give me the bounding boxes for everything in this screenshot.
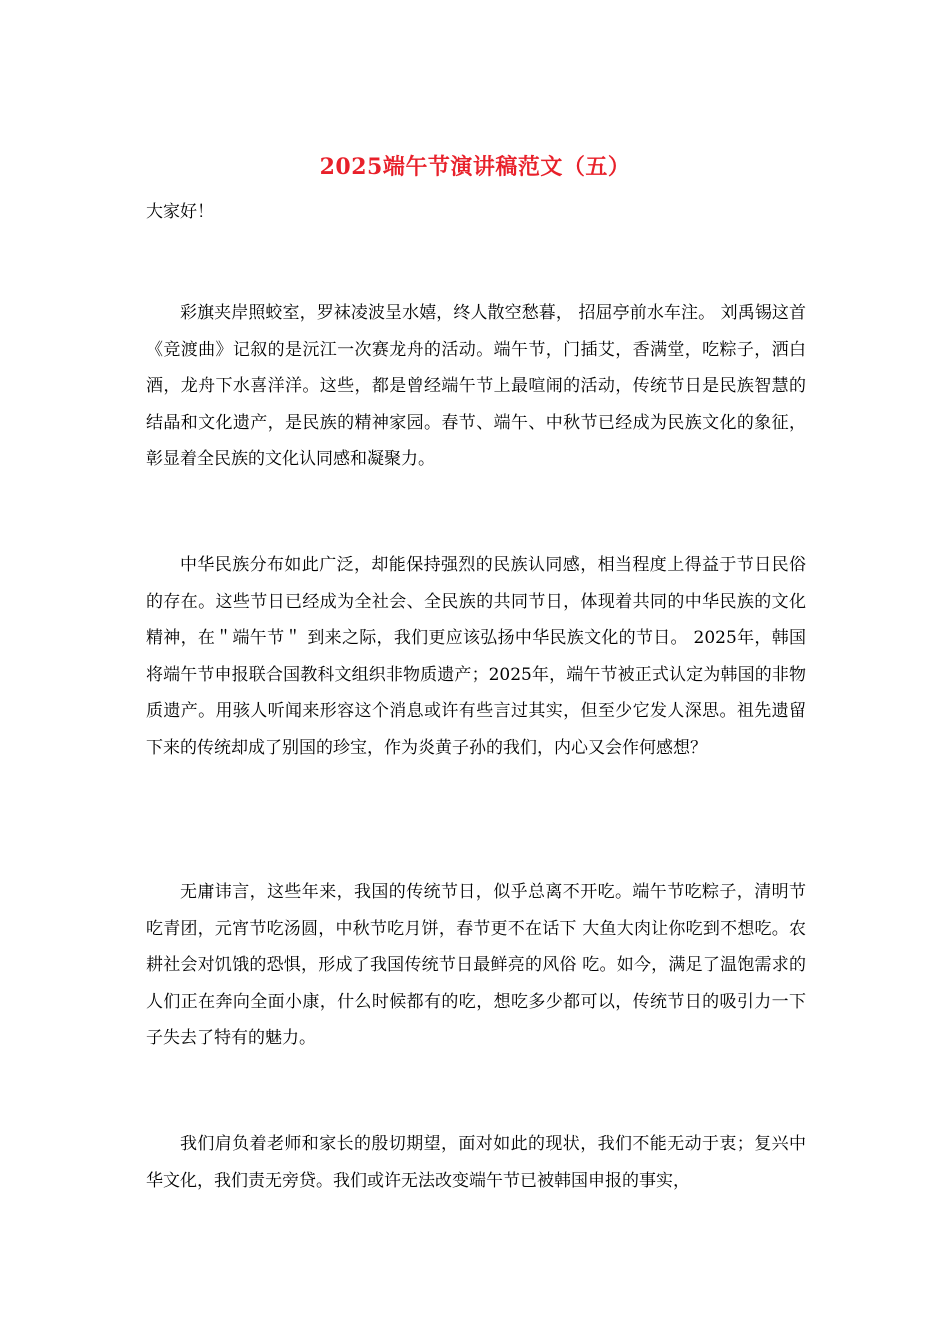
document-title: 2025端午节演讲稿范文（五） bbox=[319, 154, 631, 180]
paragraph-3: 无庸讳言，这些年来，我国的传统节日，似乎总离不开吃。端午节吃粽子，清明节吃青团，元宵节吃汤圆，中秋节吃月饼，春节更不在话下 大鱼大肉让你吃到不想吃。农耕社会对饥饿的恐惧，形成了我国传统节日最鲜亮的风俗 吃。如今，满足了温饱需求的人们正在奔向全面小康，什么时候都有的吃，想吃多少都可以，传统节日的吸引力一下子失去了特有的魅力。 bbox=[146, 882, 806, 1048]
paragraph-1: 彩旗夹岸照蛟室，罗袜凌波呈水嬉，终人散空愁暮， 招屈亭前水车注。 刘禹锡这首《竞渡曲》记叙的是沅江一次赛龙舟的活动。端午节，门插艾，香满堂，吃粽子，洒白酒，龙舟下水喜洋洋。这些，都是曾经端午节上最喧闹的活动，传统节日是民族智慧的结晶和文化遗产，是民族的精神家园。春节、端午、中秋节已经成为民族文化的象征，彰显着全民族的文化认同感和凝聚力。 bbox=[146, 303, 806, 469]
paragraph-2: 中华民族分布如此广泛，却能保持强烈的民族认同感，相当程度上得益于节日民俗的存在。这些节日已经成为全社会、全民族的共同节日，体现着共同的中华民族的文化精神，在＂端午节＂ 到来之际，我们更应该弘扬中华民族文化的节日。 2025年，韩国将端午节申报联合国教科文组织非物质遗产；2025年，端午节被正式认定为韩国的非物质遗产。用骇人听闻来形容这个消息或许有些言过其实，但至少它发人深思。祖先遗留下来的传统却成了别国的珍宝，作为炎黄子孙的我们，内心又会作何感想？ bbox=[146, 555, 806, 758]
paragraph-4: 我们肩负着老师和家长的殷切期望，面对如此的现状，我们不能无动于衷；复兴中华文化，我们责无旁贷。我们或许无法改变端午节已被韩国申报的事实， bbox=[146, 1134, 806, 1191]
greeting-text: 大家好！ bbox=[146, 202, 214, 222]
